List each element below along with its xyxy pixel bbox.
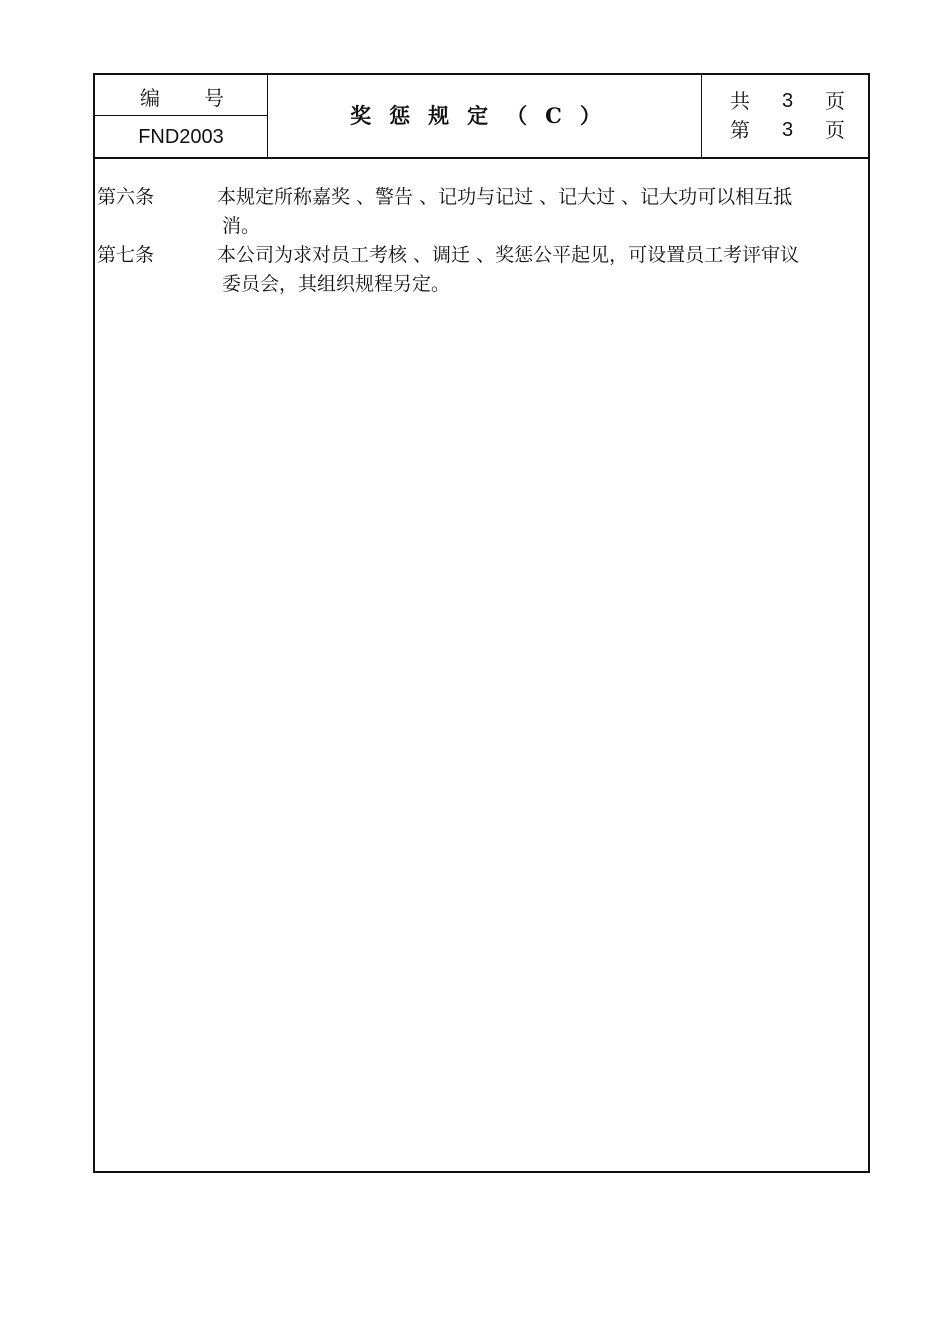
total-label: 共 bbox=[730, 89, 750, 113]
current-label: 第 bbox=[730, 118, 750, 142]
article-line-1: 本规定所称嘉奖 、警告 、记功与记过 、记大过 、记大功可以相互抵 bbox=[217, 186, 793, 208]
current-unit: 页 bbox=[825, 118, 845, 142]
document-code: FND2003 bbox=[138, 126, 224, 148]
current-page-row bbox=[730, 116, 845, 144]
article-number: 第七条 bbox=[97, 244, 155, 266]
code-label bbox=[140, 85, 224, 111]
code-cell bbox=[95, 75, 268, 157]
current-page: 3 bbox=[781, 119, 794, 141]
article-6 bbox=[95, 183, 868, 241]
article-number: 第六条 bbox=[97, 186, 155, 208]
article-line-1: 本公司为求对员工考核 、调迁 、奖惩公平起见，可设置员工考评审议 bbox=[217, 244, 800, 266]
code-divider bbox=[95, 115, 267, 116]
article-body bbox=[217, 183, 859, 241]
total-unit: 页 bbox=[825, 89, 845, 113]
page-info-cell bbox=[702, 75, 868, 157]
total-pages-row bbox=[730, 87, 845, 115]
article-line-2: 委员会，其组织规程另定。 bbox=[222, 273, 451, 295]
article-7 bbox=[95, 241, 868, 299]
code-label-char-2: 号 bbox=[204, 86, 224, 110]
document-header bbox=[95, 75, 868, 159]
articles-list bbox=[95, 183, 868, 299]
article-line-2: 消。 bbox=[222, 215, 261, 237]
code-label-char-1: 编 bbox=[140, 86, 160, 110]
total-pages: 3 bbox=[781, 90, 794, 112]
document-frame bbox=[93, 73, 870, 1173]
article-body bbox=[217, 241, 859, 299]
document-title: 奖惩规定（C） bbox=[350, 103, 619, 128]
title-cell bbox=[268, 75, 702, 157]
